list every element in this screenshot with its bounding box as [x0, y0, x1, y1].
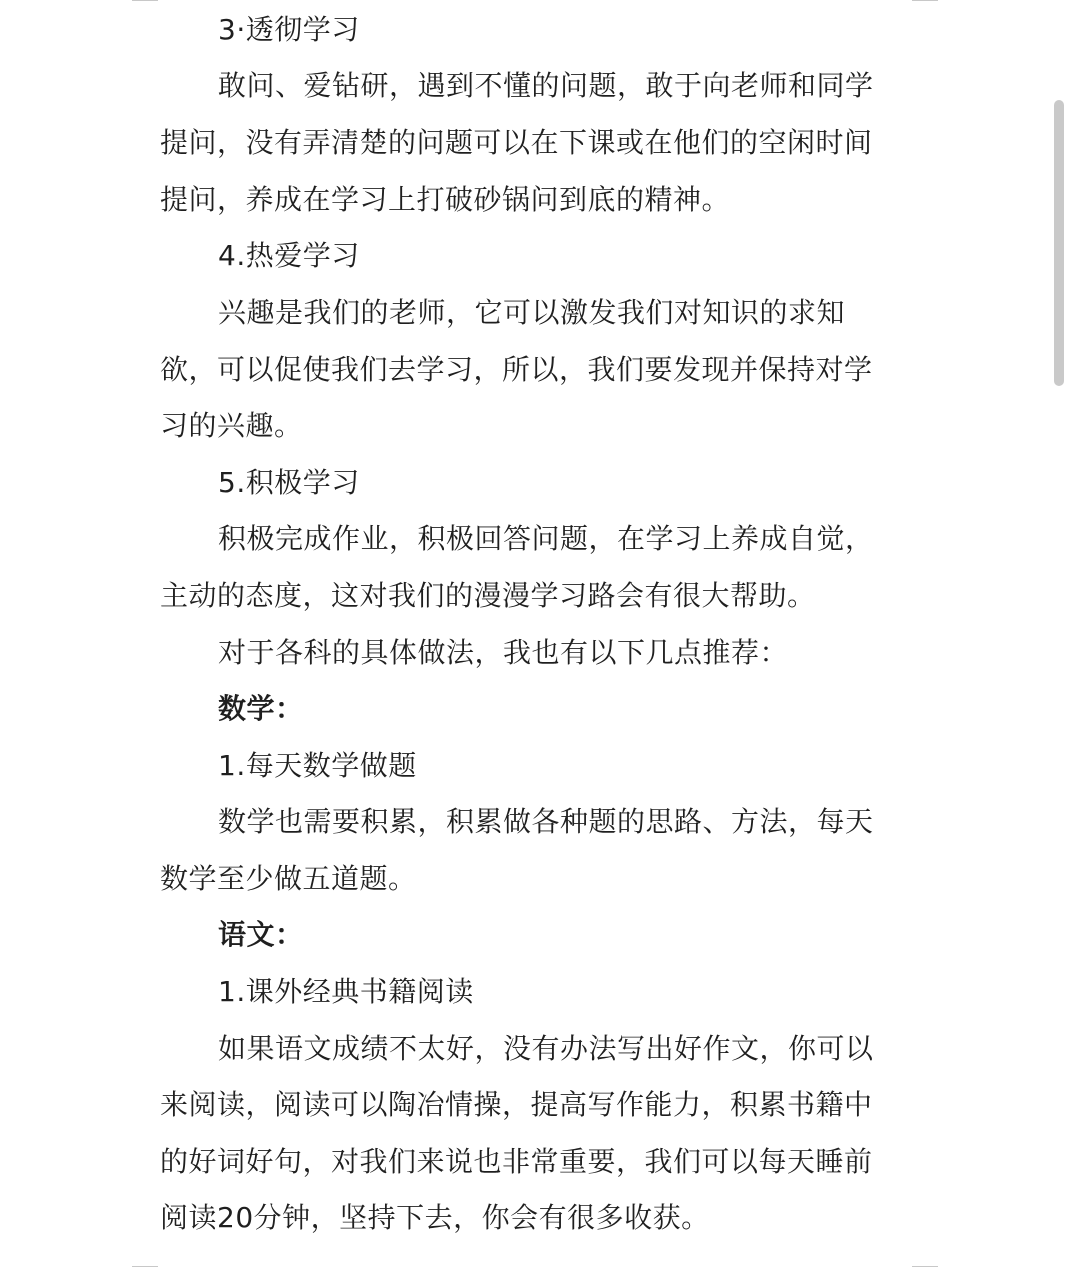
page-corner-mark [132, 0, 158, 1]
text-line: 主动的态度，这对我们的漫漫学习路会有很大帮助。 [160, 579, 816, 612]
text-line: 欲，可以促使我们去学习，所以，我们要发现并保持对学 [160, 353, 873, 386]
text-line: 来阅读，阅读可以陶冶情操，提高写作能力，积累书籍中 [160, 1088, 873, 1121]
text-line: 数学至少做五道题。 [160, 862, 417, 895]
text-line: 提问，没有弄清楚的问题可以在下课或在他们的空闲时间 [160, 126, 873, 159]
text-line: 4.热爱学习 [218, 239, 360, 272]
text-line: 数学也需要积累，积累做各种题的思路、方法，每天 [218, 805, 874, 838]
text-line: 对于各科的具体做法，我也有以下几点推荐： [218, 636, 789, 669]
page-corner-mark [912, 1266, 938, 1267]
section-heading: 数学： [218, 692, 304, 725]
text-line: 5.积极学习 [218, 466, 360, 499]
text-line: 提问，养成在学习上打破砂锅问到底的精神。 [160, 183, 731, 216]
text-line: 3·透彻学习 [218, 13, 360, 46]
text-line: 1.课外经典书籍阅读 [218, 975, 474, 1008]
section-heading: 语文： [218, 918, 304, 951]
page-corner-mark [912, 0, 938, 1]
vertical-scrollbar[interactable] [1054, 100, 1064, 386]
text-line: 兴趣是我们的老师，它可以激发我们对知识的求知 [218, 296, 846, 329]
text-line: 的好词好句，对我们来说也非常重要，我们可以每天睡前 [160, 1145, 873, 1178]
text-line: 积极完成作业，积极回答问题，在学习上养成自觉， [218, 522, 874, 555]
text-line: 如果语文成绩不太好，没有办法写出好作文，你可以 [218, 1032, 874, 1065]
text-line: 习的兴趣。 [160, 409, 303, 442]
page-corner-mark [132, 1266, 158, 1267]
text-line: 敢问、爱钻研，遇到不懂的问题，敢于向老师和同学 [218, 69, 874, 102]
text-line: 1.每天数学做题 [218, 749, 417, 782]
text-line: 阅读20分钟，坚持下去，你会有很多收获。 [160, 1201, 710, 1234]
